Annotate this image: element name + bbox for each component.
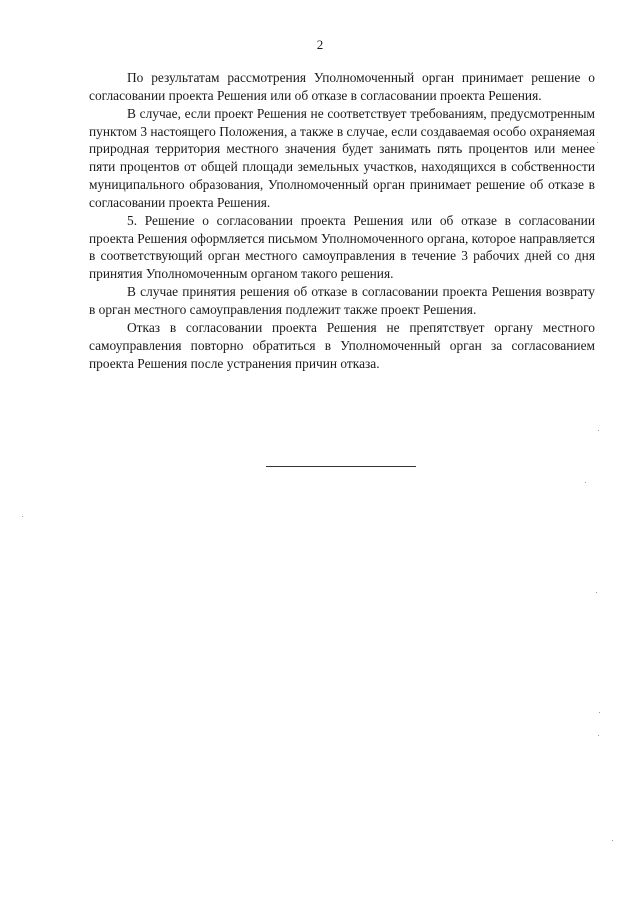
paragraph-resubmission: Отказ в согласовании проекта Решения не препятствует органу местного самоуправления повторно обратиться в Уполномоченный орган за согласованием проекта Решения после устранения причин отказа. — [89, 319, 595, 371]
paragraph-review-result: По результатам рассмотрения Уполномоченный орган принимает решение о согласовании проекта Решения или об отказе в согласовании проекта Решения. — [89, 70, 595, 103]
scan-speck — [598, 735, 599, 736]
document-body — [89, 69, 595, 372]
scan-speck — [597, 142, 598, 143]
scan-speck — [612, 840, 613, 841]
paragraph-project-return: В случае принятия решения об отказе в согласовании проекта Решения возврату в орган местного самоуправления подлежит также проект Решения. — [89, 284, 595, 317]
end-of-text-rule — [266, 466, 416, 467]
page-number: 2 — [316, 37, 324, 52]
scan-speck — [585, 482, 586, 483]
scan-speck — [598, 430, 599, 431]
scan-speck — [596, 592, 597, 593]
scan-speck — [599, 712, 600, 713]
scan-speck — [22, 516, 23, 517]
paragraph-refusal-conditions: В случае, если проект Решения не соответствует требованиям, предусмотренным пунктом 3 настоящего Положения, а также в случае, если создаваемая особо охраняемая природная территория местного значения будет занимать пять процентов или менее пяти процентов от общей площади земельных участков, находящихся в собственности муниципального образования, Уполномоченный орган принимает решение об отказе в согласовании проекта Решения. — [89, 105, 595, 210]
paragraph-decision-letter: 5. Решение о согласовании проекта Решения или об отказе в согласовании проекта Решения оформляется письмом Уполномоченного органа, которое направляется в соответствующий орган местного самоуправления в течение 3 рабочих дней со дня принятия Уполномоченным органом такого решения. — [89, 212, 595, 282]
